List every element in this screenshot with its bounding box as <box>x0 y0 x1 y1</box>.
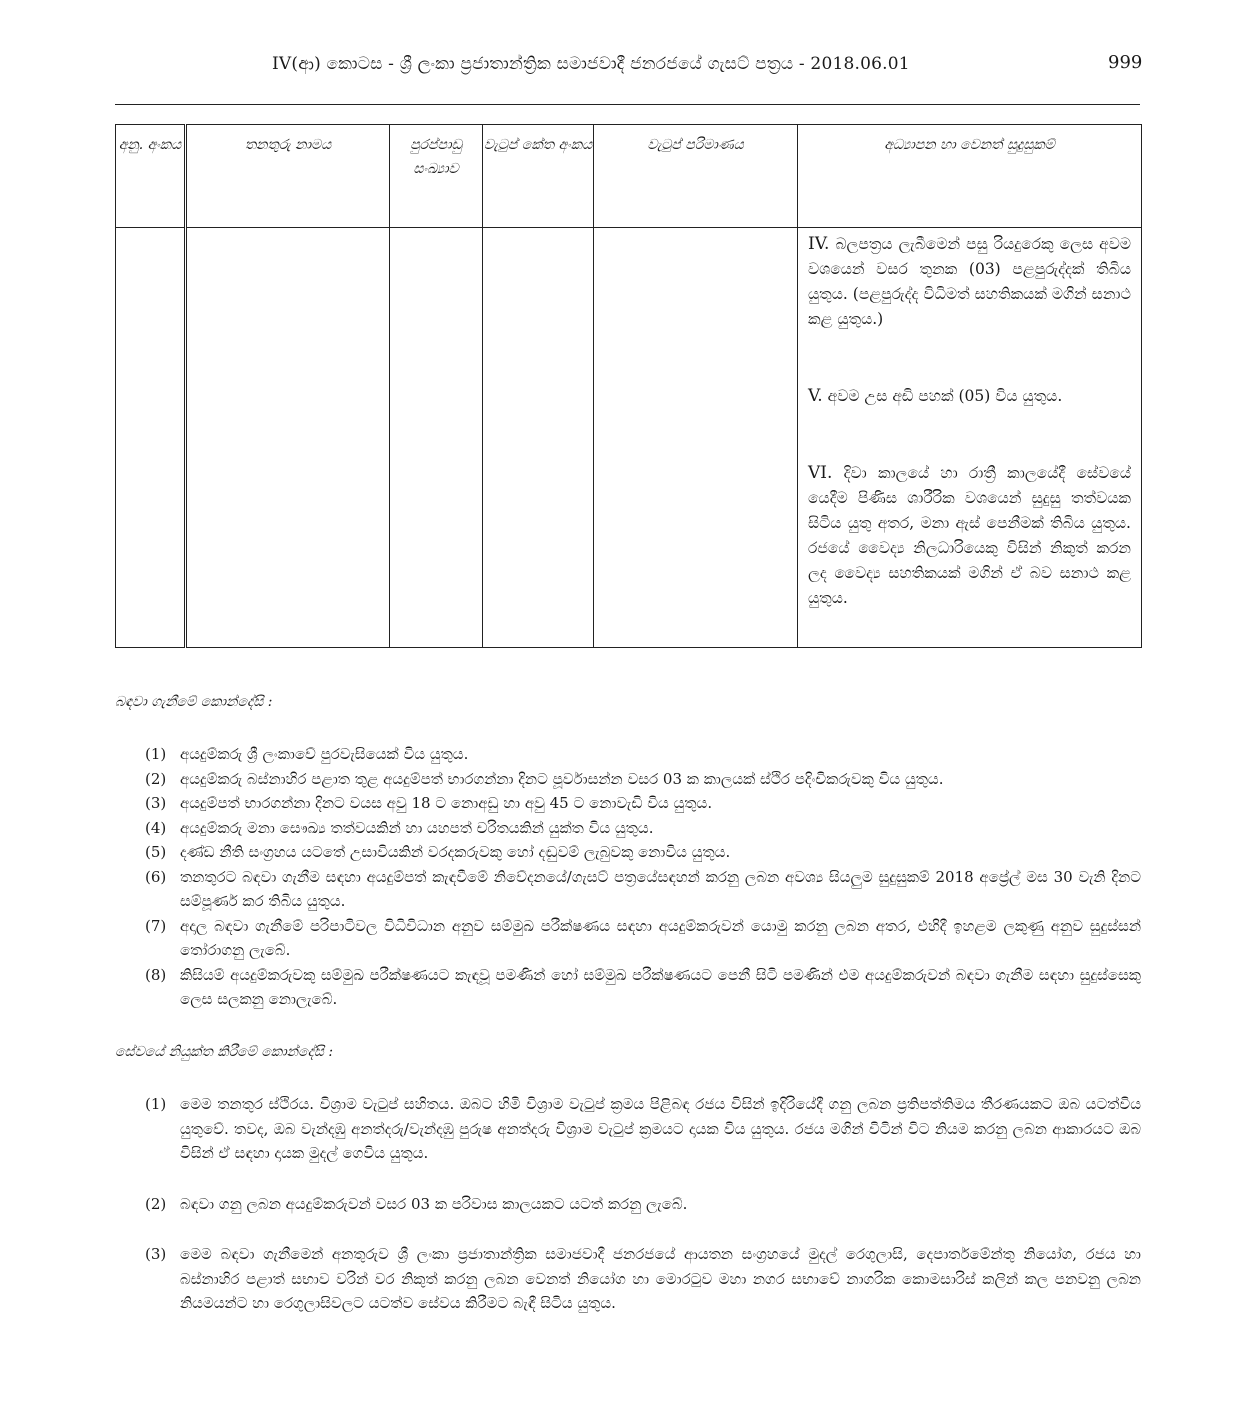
item-number: (3) <box>145 794 167 812</box>
list-item <box>145 816 1141 841</box>
recruitment-conditions-heading: බඳවා ගැනීමේ කොන්දේසි : <box>115 694 273 710</box>
item-text: කිසියම් අයදුම්කරුවකු සම්මුඛ පරීක්ෂණයට කැඳවූ පමණින් හෝ සම්මුඛ පරීක්ෂණයට පෙනී සිටි පමණින් එම අයදුම්කරුවන් බඳවා ගැනීම සඳහා සුදුස්සෙකු ලෙස සලකනු නොලැබේ. <box>180 965 1141 1008</box>
item-number: (4) <box>145 818 167 837</box>
item-text: තනතුරට බඳවා ගැනීම සඳහා අයදුම්පත් කැඳවීමේ නිවේදනයේ/ගැසට් පත්‍රයේසඳහන් කරනු ලබන අවශ්‍ය සියලුම සුදුසුකම් 2018 අප්‍රේල් මස 30 වැනි දිනට සම්පූර්ණ කර තිබිය යුතුය. <box>180 867 1141 910</box>
cell-qualifications <box>798 228 1142 648</box>
cell-vacancies <box>390 228 483 648</box>
item-text: බඳවා ගනු ලබන අයදුම්කරුවන් වසර 03 ක පරිවාස කාලයකට යටත් කරනු ලැබේ. <box>180 1194 688 1213</box>
item-text: අයදුම්කරු බස්නාහිර පළාත තුළ අයදුම්පත් භාරගන්නා දිනට පූර්වාසන්න වසර 03 ක කාලයක් ස්ථිර පදිංචිකරුවකු විය යුතුය. <box>180 769 944 788</box>
qualification-list <box>798 228 1141 611</box>
col-header-salary-scale <box>594 125 798 228</box>
item-text: අයදුම්කරු ශ්‍රී ලංකාවේ පුරවැසියෙක් විය යුතුය. <box>180 745 469 763</box>
table-header-row <box>116 125 1142 228</box>
item-text: දණ්ඩ නීති සංග්‍රහය යටතේ උසාවියකින් වරදකරුවකු හෝ දඬුවම් ලැබුවකු නොවිය යුතුය. <box>180 843 731 861</box>
table-row <box>116 228 1142 648</box>
cell-salary-code <box>483 228 594 648</box>
page-number: 999 <box>1108 52 1143 73</box>
list-item <box>145 865 1141 914</box>
header-rule <box>115 104 1140 105</box>
gazette-header-title: IV(ආ) කොටස - ශ්‍රී ලංකා ප්‍රජාතාන්ත්‍රික සමාජවාදී ජනරජයේ ගැසට් පත්‍රය - 2018.06.01 <box>272 54 910 74</box>
col-header-text: පුරප්පාඩු සංඛ්‍යාව <box>410 137 462 177</box>
item-number: (2) <box>145 1194 167 1213</box>
list-item <box>145 914 1141 963</box>
list-item <box>145 767 1141 792</box>
item-number: (8) <box>145 965 167 984</box>
list-item <box>145 1192 1141 1217</box>
col-header-text: වැටුප් කේත අංකය <box>483 137 593 153</box>
qualification-item <box>808 461 1131 611</box>
col-header-serial-no <box>116 125 186 228</box>
qualification-number: VI. <box>808 463 833 483</box>
col-header-text: වැටුප් පරිමාණය <box>647 137 744 153</box>
col-header-vacancies <box>390 125 483 228</box>
col-header-text: තනතුරු නාමය <box>244 137 332 153</box>
list-item <box>145 742 1141 767</box>
item-text: අයදුම්කරු මනා සෞඛ්‍ය තත්වයකින් හා යහපත් චරිතයකින් යුක්ත විය යුතුය. <box>180 818 654 837</box>
list-item <box>145 963 1141 1012</box>
item-number: (1) <box>145 745 167 763</box>
cell-post-name <box>186 228 390 648</box>
item-text: මෙම තනතුර ස්ථිරය. විශ්‍රාම වැටුප් සහිතය. ඔබට හිමි විශ්‍රාම වැටුප් ක්‍රමය පිළිබඳ රජය විසින් ඉදිරියේදී ගනු ලබන ප්‍රතිපත්තිමය තීරණයකට ඔබ යටත්විය යුතුවේ. තවද, ඔබ වැන්දඹු අනත්දරු/වැන්දඹු පුරුෂ අනත්දරු විශ්‍රාම වැටුප් ක්‍රමයට දායක විය යුතුය. රජය මගින් විටින් විට නියම කරනු ලබන ආකාරයට ඔබ විසින් ඒ සඳහා දායක මුදල් ගෙවිය යුතුය. <box>180 1095 1141 1162</box>
item-number: (2) <box>145 769 167 788</box>
item-number: (5) <box>145 843 167 861</box>
qualification-text: අවම උස අඩි පහක් (05) විය යුතුය. <box>827 387 1063 405</box>
item-text: මෙම බඳවා ගැනීමෙන් අනතුරුව ශ්‍රී ලංකා ප්‍රජාතාන්ත්‍රික සමාජවාදී ජනරජයේ ආයතන සංග්‍රහයේ මුදල් රෙගුලාසි, දෙපාර්තමේන්තු නියෝග, රජය හා බස්නාහිර පළාත් සභාව වරින් වර නිකුත් කරනු ලබන වෙනත් නියෝග හා මොරටුව මහා නගර සභාවේ නාගරික කොමසාරිස් කලින් කල පනවනු ලබන නියමයන්ට හා රෙගුලාසිවලට යටත්ව සේවය කිරීමට බැඳී සිටිය යුතුය. <box>180 1245 1141 1312</box>
col-header-salary-code <box>483 125 594 228</box>
col-header-text: අනු. අංකය <box>118 137 182 153</box>
col-header-text: අධ්‍යාපන හා වෙනත් සුදුසුකම් <box>884 137 1055 153</box>
service-conditions-list <box>145 1092 1141 1316</box>
list-item <box>145 840 1141 865</box>
col-header-qualifications <box>798 125 1142 228</box>
list-item <box>145 1092 1141 1166</box>
list-item <box>145 1242 1141 1316</box>
item-number: (1) <box>145 1095 167 1113</box>
item-number: (6) <box>145 867 167 886</box>
qualification-text: දිවා කාලයේ හා රාත්‍රී කාලයේදී සේවයේ යෙදීම පිණිස ශාරීරික වශයෙන් සුදුසු තත්වයක සිටිය යුතු අතර, මනා ඇස් පෙනීමක් තිබිය යුතුය. රජයේ වෛද්‍ය නිලධාරියෙකු විසින් නිකුත් කරන ලද වෛද්‍ය සහතිකයක් මගින් ඒ බව සනාථ කළ යුතුය. <box>808 464 1131 607</box>
recruitment-conditions-list <box>145 742 1141 1012</box>
qualification-number: V. <box>808 386 823 406</box>
item-text: අයදුම්පත් භාරගන්නා දිනට වයස අවු 18 ට නොඅඩු හා අවු 45 ට නොවැඩි විය යුතුය. <box>180 794 713 812</box>
service-conditions-heading: සේවයේ නියුක්ත කිරීමේ කොන්දේසි : <box>115 1044 334 1060</box>
qualification-item <box>808 384 1131 409</box>
qualifications-table <box>115 124 1142 648</box>
col-header-post-name <box>186 125 390 228</box>
qualification-text: බලපත්‍රය ලැබීමෙන් පසු රියදුරෙකු ලෙස අවම වශයෙන් වසර තුනක (03) පළපුරුද්දක් තිබිය යුතුය. (පළපුරුද්ද විධිමත් සහතිකයක් මගින් සනාථ කළ යුතුය.) <box>808 235 1131 328</box>
item-text: අදාල බඳවා ගැනීමේ පරිපාටිවල විධිවිධාන අනුව සම්මුඛ පරීක්ෂණය සඳහා අයදුම්කරුවන් යොමු කරනු ලබන අතර, එහිදී ඉහළම ලකුණු අනුව සුදුස්සන් තෝරාගනු ලැබේ. <box>180 916 1141 959</box>
cell-serial-no <box>116 228 186 648</box>
list-item <box>145 791 1141 816</box>
qualification-number: IV. <box>808 234 830 254</box>
cell-salary-scale <box>594 228 798 648</box>
qualification-item <box>808 232 1131 332</box>
item-number: (3) <box>145 1245 167 1263</box>
item-number: (7) <box>145 916 167 935</box>
